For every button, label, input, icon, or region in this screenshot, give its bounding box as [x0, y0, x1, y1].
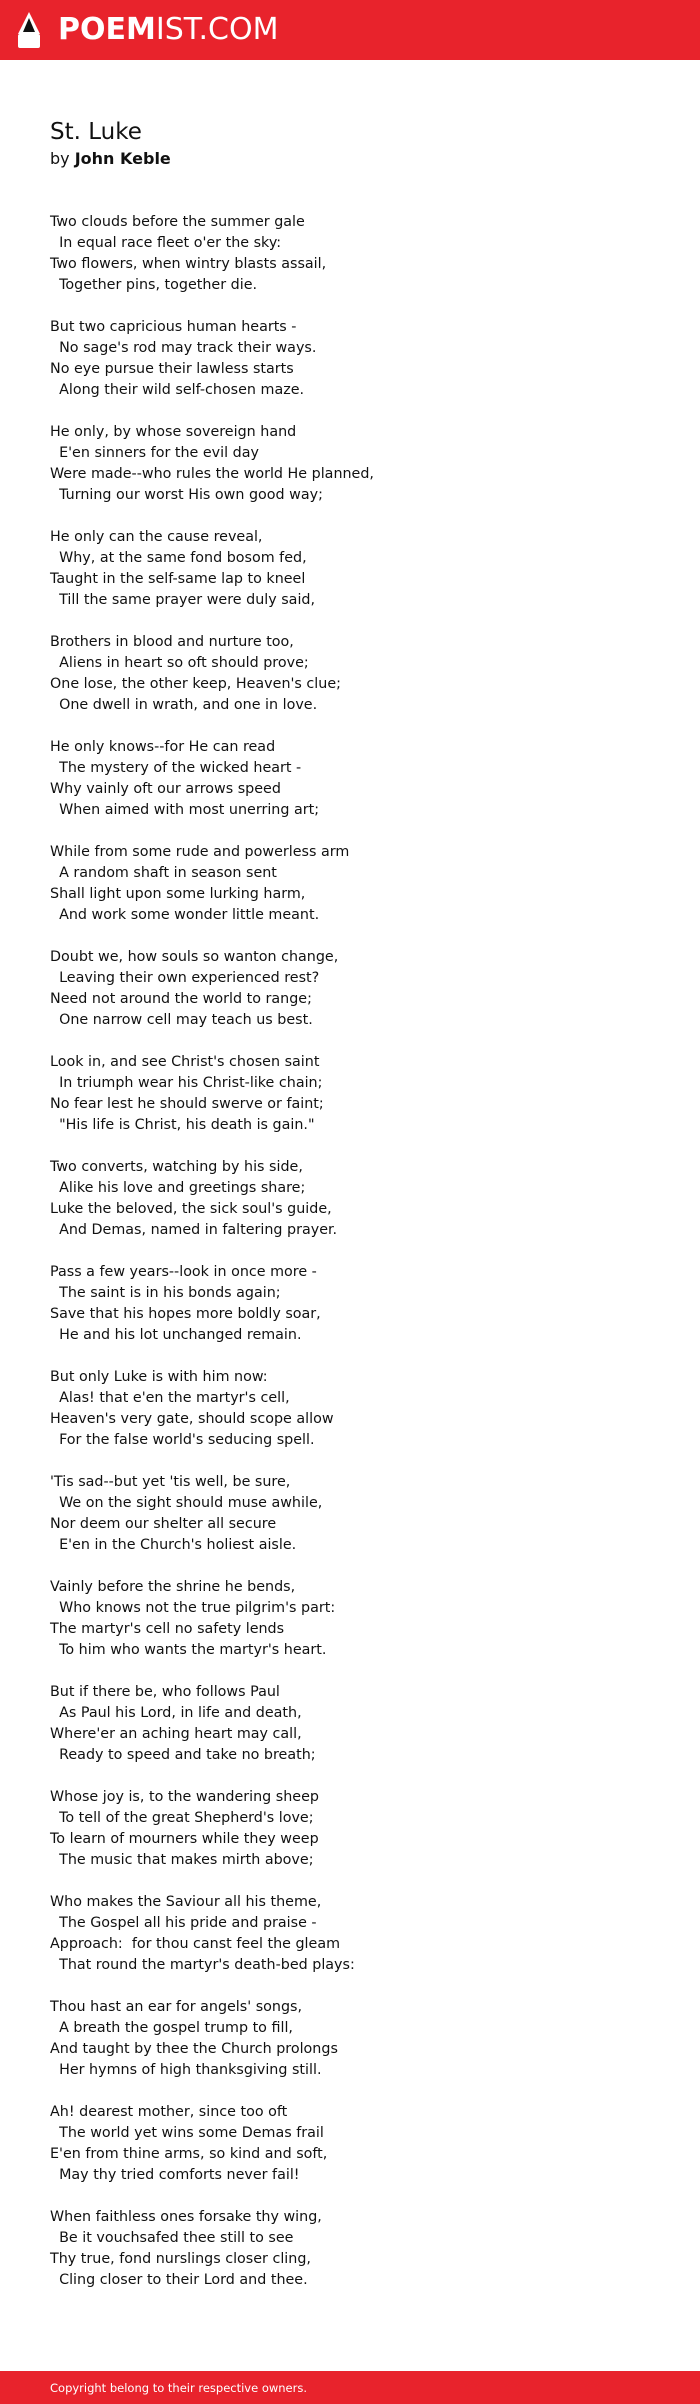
- poem-line: Alike his love and greetings share;: [50, 1180, 306, 1196]
- poem-line: Shall light upon some lurking harm,: [50, 886, 306, 902]
- poem-line: Vainly before the shrine he bends,: [50, 1579, 296, 1595]
- poem-line: A breath the gospel trump to fill,: [50, 2020, 293, 2036]
- poem-line: No eye pursue their lawless starts: [50, 361, 294, 377]
- poem-line: The music that makes mirth above;: [50, 1852, 314, 1868]
- poem-line: In equal race fleet o'er the sky:: [50, 235, 282, 251]
- stanza: [50, 1472, 660, 1556]
- poem-line: Why vainly oft our arrows speed: [50, 781, 281, 797]
- poem-line: Till the same prayer were duly said,: [50, 592, 316, 608]
- pencil-nib-icon: [18, 12, 40, 48]
- poem-line: E'en from thine arms, so kind and soft,: [50, 2146, 328, 2162]
- poem-line: Why, at the same fond bosom fed,: [50, 550, 307, 566]
- poem-line: E'en sinners for the evil day: [50, 445, 259, 461]
- poem-line: The mystery of the wicked heart -: [50, 760, 302, 776]
- poem-line: Turning our worst His own good way;: [50, 487, 323, 503]
- poem-line: And Demas, named in faltering prayer.: [50, 1222, 338, 1238]
- poem-line: Whose joy is, to the wandering sheep: [50, 1789, 319, 1805]
- poem-line: Nor deem our shelter all secure: [50, 1516, 277, 1532]
- stanza: [50, 947, 660, 1031]
- stanza: [50, 1367, 660, 1451]
- author-name[interactable]: John Keble: [74, 149, 171, 168]
- poem-line: Doubt we, how souls so wanton change,: [50, 949, 339, 965]
- poem-line: Aliens in heart so oft should prove;: [50, 655, 309, 671]
- poem-line: Ah! dearest mother, since too oft: [50, 2104, 288, 2120]
- stanza: [50, 1262, 660, 1346]
- poem-line: He only can the cause reveal,: [50, 529, 263, 545]
- logo-text-light: IST.COM: [155, 12, 279, 47]
- logo-text-bold: POEM: [58, 12, 156, 47]
- poem-line: Leaving their own experienced rest?: [50, 970, 320, 986]
- copyright-text: Copyright belong to their respective owners.: [50, 2380, 308, 2395]
- poem-line: One lose, the other keep, Heaven's clue;: [50, 676, 341, 692]
- site-footer: [0, 2371, 700, 2404]
- poem-byline: [50, 148, 660, 170]
- poem-line: Brothers in blood and nurture too,: [50, 634, 294, 650]
- stanza: [50, 632, 660, 716]
- poem-line: When faithless ones forsake thy wing,: [50, 2209, 322, 2225]
- poem-line: May thy tried comforts never fail!: [50, 2167, 300, 2183]
- poem-line: The world yet wins some Demas frail: [50, 2125, 324, 2141]
- poem-line: A random shaft in season sent: [50, 865, 277, 881]
- by-label: by: [50, 149, 70, 168]
- stanza: [50, 2102, 660, 2186]
- poem-line: Taught in the self-same lap to kneel: [50, 571, 306, 587]
- poem-line: That round the martyr's death-bed plays:: [50, 1957, 355, 1973]
- poem-line: Who makes the Saviour all his theme,: [50, 1894, 322, 1910]
- stanza: [50, 737, 660, 821]
- poem-line: Thou hast an ear for angels' songs,: [50, 1999, 303, 2015]
- poem-line: Be it vouchsafed thee still to see: [50, 2230, 294, 2246]
- poem-line: Were made--who rules the world He planned,: [50, 466, 374, 482]
- poem-line: To tell of the great Shepherd's love;: [50, 1810, 314, 1826]
- poem-line: One dwell in wrath, and one in love.: [50, 697, 318, 713]
- poem-line: One narrow cell may teach us best.: [50, 1012, 313, 1028]
- poem-line: Thy true, fond nurslings closer cling,: [50, 2251, 311, 2267]
- poem-line: Approach: for thou canst feel the gleam: [50, 1936, 341, 1952]
- poem-line: To learn of mourners while they weep: [50, 1831, 319, 1847]
- poem-line: The martyr's cell no safety lends: [50, 1621, 285, 1637]
- poem-content: [50, 117, 660, 2312]
- stanza: [50, 1577, 660, 1661]
- stanza: [50, 1682, 660, 1766]
- stanza: [50, 1997, 660, 2081]
- poem-line: Pass a few years--look in once more -: [50, 1264, 317, 1280]
- poem-line: Heaven's very gate, should scope allow: [50, 1411, 334, 1427]
- poem-line: When aimed with most unerring art;: [50, 802, 320, 818]
- poem-line: Along their wild self-chosen maze.: [50, 382, 305, 398]
- poem-line: No sage's rod may track their ways.: [50, 340, 317, 356]
- poem-line: But if there be, who follows Paul: [50, 1684, 280, 1700]
- poem-line: In triumph wear his Christ-like chain;: [50, 1075, 323, 1091]
- poem-line: And work some wonder little meant.: [50, 907, 320, 923]
- poem-title: St. Luke: [50, 119, 142, 145]
- poem-line: While from some rude and powerless arm: [50, 844, 350, 860]
- stanza: [50, 1052, 660, 1136]
- poem-line: The Gospel all his pride and praise -: [50, 1915, 317, 1931]
- poem-line: We on the sight should muse awhile,: [50, 1495, 323, 1511]
- stanza: [50, 2207, 660, 2291]
- poem-line: No fear lest he should swerve or faint;: [50, 1096, 324, 1112]
- site-logo[interactable]: [18, 12, 278, 48]
- poem-line: To him who wants the martyr's heart.: [50, 1642, 327, 1658]
- poem-line: "His life is Christ, his death is gain.": [50, 1117, 315, 1133]
- poem-line: E'en in the Church's holiest aisle.: [50, 1537, 297, 1553]
- stanza: [50, 1892, 660, 1976]
- stanza: [50, 317, 660, 401]
- poem-line: He only, by whose sovereign hand: [50, 424, 297, 440]
- poem-line: 'Tis sad--but yet 'tis well, be sure,: [50, 1474, 291, 1490]
- poem-line: Luke the beloved, the sick soul's guide,: [50, 1201, 332, 1217]
- poem-line: Where'er an aching heart may call,: [50, 1726, 302, 1742]
- poem-line: The saint is in his bonds again;: [50, 1285, 281, 1301]
- poem-line: Look in, and see Christ's chosen saint: [50, 1054, 320, 1070]
- stanza: [50, 1787, 660, 1871]
- poem-body: [50, 212, 660, 2291]
- poem-line: Ready to speed and take no breath;: [50, 1747, 316, 1763]
- stanza: [50, 527, 660, 611]
- poem-line: For the false world's seducing spell.: [50, 1432, 315, 1448]
- stanza: [50, 1157, 660, 1241]
- poem-line: Two flowers, when wintry blasts assail,: [50, 256, 327, 272]
- poem-line: Her hymns of high thanksgiving still.: [50, 2062, 322, 2078]
- poem-line: Cling closer to their Lord and thee.: [50, 2272, 308, 2288]
- site-header: [0, 0, 700, 60]
- poem-line: He only knows--for He can read: [50, 739, 276, 755]
- poem-line: Two converts, watching by his side,: [50, 1159, 303, 1175]
- poem-line: Who knows not the true pilgrim's part:: [50, 1600, 336, 1616]
- stanza: [50, 422, 660, 506]
- poem-line: Two clouds before the summer gale: [50, 214, 305, 230]
- poem-line: He and his lot unchanged remain.: [50, 1327, 302, 1343]
- logo-wordmark: [58, 12, 279, 47]
- stanza: [50, 842, 660, 926]
- poem-line: But two capricious human hearts -: [50, 319, 297, 335]
- stanza: [50, 212, 660, 296]
- poem-line: Together pins, together die.: [50, 277, 258, 293]
- poem-line: And taught by thee the Church prolongs: [50, 2041, 338, 2057]
- poem-line: Need not around the world to range;: [50, 991, 312, 1007]
- poem-line: Alas! that e'en the martyr's cell,: [50, 1390, 290, 1406]
- poem-line: As Paul his Lord, in life and death,: [50, 1705, 302, 1721]
- poem-line: But only Luke is with him now:: [50, 1369, 268, 1385]
- poem-line: Save that his hopes more boldly soar,: [50, 1306, 321, 1322]
